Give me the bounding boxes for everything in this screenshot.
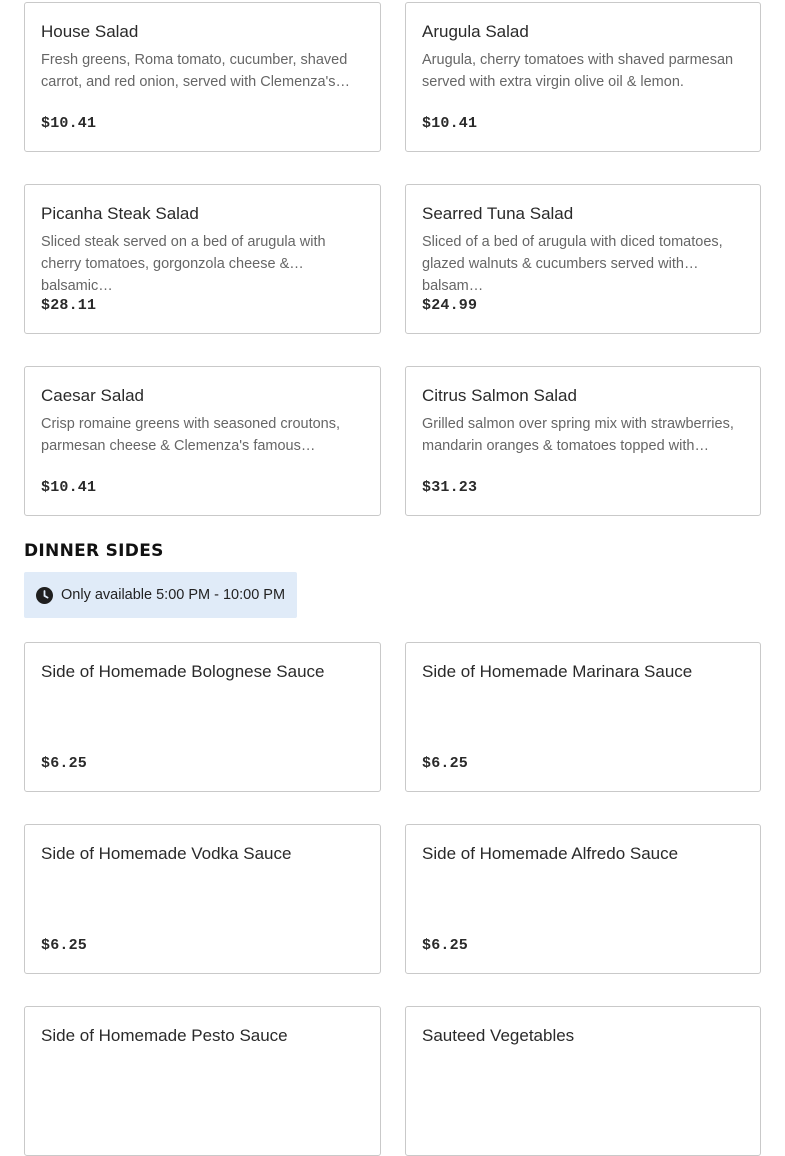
menu-item-card[interactable] (405, 2, 761, 152)
menu-item-card[interactable] (405, 366, 761, 516)
dinner-sides-grid (24, 642, 761, 1156)
menu-item-card[interactable] (405, 642, 761, 792)
item-description: Crisp romaine greens with seasoned croutons, parmesan cheese & Clemenza's famous… (41, 416, 341, 454)
menu-item-card[interactable] (24, 184, 381, 334)
item-price: $10.41 (41, 115, 97, 132)
section-title: DINNER SIDES (24, 541, 164, 561)
menu-item-card[interactable] (24, 642, 381, 792)
item-name: Side of Homemade Marinara Sauce (422, 662, 693, 681)
item-name: Searred Tuna Salad (422, 204, 574, 223)
item-price: $10.41 (422, 115, 478, 132)
menu-item-card[interactable] (24, 366, 381, 516)
menu-item-card[interactable] (24, 824, 381, 974)
item-price: $10.41 (41, 479, 97, 496)
item-name: Picanha Steak Salad (41, 204, 199, 223)
menu-item-card[interactable] (24, 1006, 381, 1156)
item-description: Arugula, cherry tomatoes with shaved parmesan served with extra virgin olive oil & lemon. (422, 52, 734, 90)
availability-text: Only available 5:00 PM - 10:00 PM (61, 587, 286, 603)
item-name: Caesar Salad (41, 386, 145, 405)
item-price: $6.25 (422, 755, 469, 772)
item-name: Side of Homemade Pesto Sauce (41, 1026, 288, 1045)
item-price: $6.25 (41, 937, 88, 954)
item-price: $31.23 (422, 479, 478, 496)
item-price: $24.99 (422, 297, 478, 314)
item-name: Arugula Salad (422, 22, 529, 41)
item-price: $6.25 (41, 755, 88, 772)
item-price: $28.11 (41, 297, 97, 314)
availability-banner (24, 572, 297, 618)
menu-item-card[interactable] (405, 184, 761, 334)
item-description: Fresh greens, Roma tomato, cucumber, shaved carrot, and red onion, served with Clemenza's… (41, 52, 351, 90)
item-description: Grilled salmon over spring mix with strawberries, mandarin oranges & tomatoes topped with… (422, 416, 734, 454)
item-name: Side of Homemade Bolognese Sauce (41, 662, 325, 681)
item-name: House Salad (41, 22, 139, 41)
item-name: Side of Homemade Alfredo Sauce (422, 844, 679, 863)
clock-icon (36, 587, 53, 604)
menu-item-card[interactable] (24, 2, 381, 152)
item-description: Sliced steak served on a bed of arugula with cherry tomatoes, gorgonzola cheese & balsamic… (41, 234, 326, 294)
menu-item-card[interactable] (405, 824, 761, 974)
item-name: Sauteed Vegetables (422, 1026, 575, 1045)
item-price: $6.25 (422, 937, 469, 954)
item-name: Side of Homemade Vodka Sauce (41, 844, 292, 863)
salads-grid (24, 2, 761, 516)
item-description: Sliced of a bed of arugula with diced tomatoes, glazed walnuts & cucumbers served with balsam… (422, 234, 723, 294)
item-name: Citrus Salmon Salad (422, 386, 577, 405)
menu-item-card[interactable] (405, 1006, 761, 1156)
